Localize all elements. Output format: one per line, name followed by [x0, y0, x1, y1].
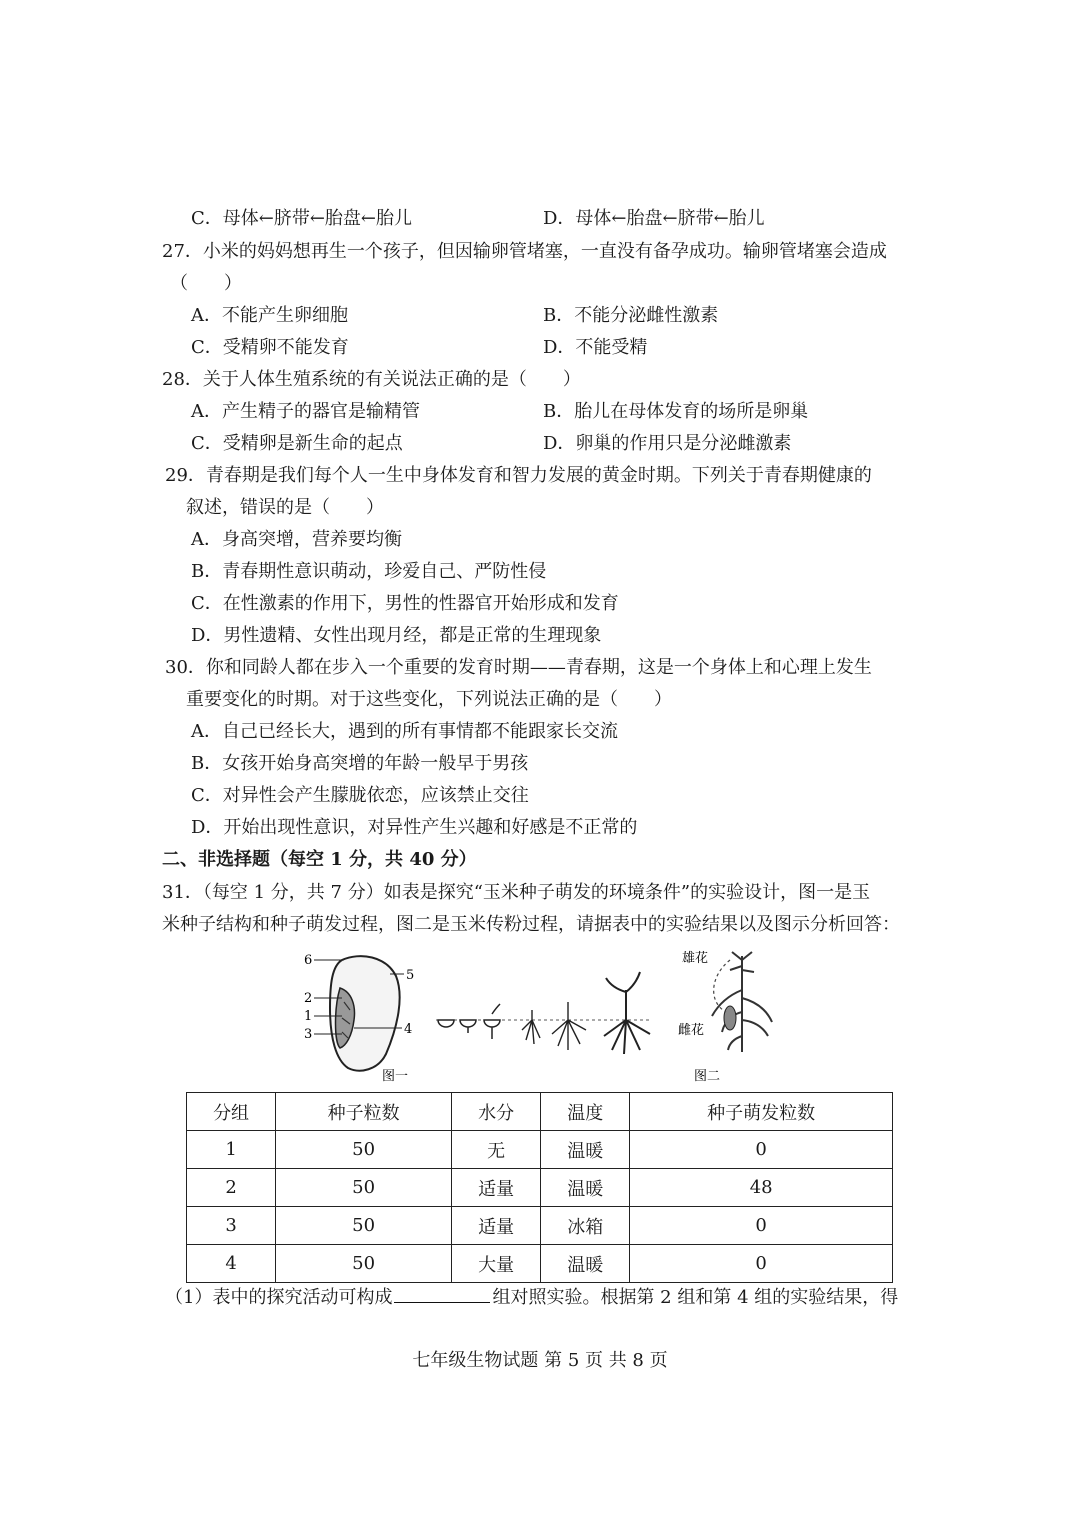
table-cell: 50: [276, 1207, 452, 1245]
q30-option-c: C．对异性会产生朦胧依恋，应该禁止交往: [191, 785, 529, 806]
q31-stem-line1: 31．（每空 1 分，共 7 分）如表是探究“玉米种子萌发的环境条件”的实验设计，图一是玉: [162, 882, 871, 903]
page-footer: 七年级生物试题 第 5 页 共 8 页: [412, 1350, 668, 1371]
q28-option-d: D．卵巢的作用只是分泌雌激素: [543, 433, 792, 454]
table-cell: 50: [276, 1245, 452, 1283]
fig1-label-2: 2: [304, 991, 313, 1006]
q26-option-c: C．母体←脐带←胎盘←胎儿: [191, 208, 413, 229]
table-row: [187, 1131, 893, 1169]
corn-plant-illustration: [712, 952, 772, 1052]
q27-option-c: C．受精卵不能发育: [191, 337, 349, 358]
q30-stem-line1: 30．你和同龄人都在步入一个重要的发育时期——青春期，这是一个身体上和心理上发生: [165, 657, 872, 678]
fig2-caption: 图二: [694, 1069, 721, 1084]
q31-stem-line2: 米种子结构和种子萌发过程，图二是玉米传粉过程，请据表中的实验结果以及图示分析回答：: [162, 914, 900, 935]
fig1-caption: 图一: [382, 1069, 409, 1084]
fig2-label-female: 雌花: [678, 1023, 705, 1038]
experiment-table: [186, 1092, 893, 1283]
q29-option-c: C．在性激素的作用下，男性的性器官开始形成和发育: [191, 593, 619, 614]
q28-option-c: C．受精卵是新生命的起点: [191, 433, 403, 454]
table-header: 水分: [452, 1093, 541, 1131]
germination-stage-2: [460, 1020, 476, 1033]
q29-option-a: A．身高突增，营养要均衡: [191, 529, 402, 550]
germination-stage-4: [522, 1010, 540, 1044]
table-cell: 大量: [452, 1245, 541, 1283]
table-cell: 0: [630, 1245, 893, 1283]
q31-sub1-part2: 组对照实验。根据第 2 组和第 4 组的实验结果，得: [492, 1287, 899, 1308]
table-cell: 温暖: [541, 1245, 630, 1283]
table-row: [187, 1245, 893, 1283]
table-cell: 4: [187, 1245, 276, 1283]
table-header: 分组: [187, 1093, 276, 1131]
table-cell: 48: [630, 1169, 893, 1207]
figure-seed-germination: [300, 948, 670, 1088]
table-row: [187, 1169, 893, 1207]
fig2-label-male: 雄花: [682, 951, 709, 966]
table-cell: 0: [630, 1207, 893, 1245]
germination-stage-3: [484, 1004, 500, 1039]
q30-stem-line2: 重要变化的时期。对于这些变化，下列说法正确的是（ ）: [186, 689, 672, 710]
q30-option-b: B．女孩开始身高突增的年龄一般早于男孩: [191, 753, 529, 774]
table-header: 种子萌发粒数: [630, 1093, 893, 1131]
table-header-row: [187, 1093, 893, 1131]
q27-option-d: D．不能受精: [543, 337, 648, 358]
q30-option-a: A．自己已经长大，遇到的所有事情都不能跟家长交流: [191, 721, 618, 742]
q28-stem: 28．关于人体生殖系统的有关说法正确的是（ ）: [162, 369, 581, 390]
germination-stage-5: [552, 1002, 586, 1050]
q31-sub1: [165, 1284, 898, 1310]
table-cell: 适量: [452, 1169, 541, 1207]
table-cell: 温暖: [541, 1131, 630, 1169]
answer-blank[interactable]: [394, 1284, 490, 1303]
table-cell: 2: [187, 1169, 276, 1207]
table-cell: 1: [187, 1131, 276, 1169]
fig1-label-3: 3: [304, 1027, 313, 1042]
q29-option-d: D．男性遗精、女性出现月经，都是正常的生理现象: [191, 625, 602, 646]
q28-option-a: A．产生精子的器官是输精管: [191, 401, 420, 422]
q29-option-b: B．青春期性意识萌动，珍爱自己、严防性侵: [191, 561, 547, 582]
q29-stem-line1: 29．青春期是我们每个人一生中身体发育和智力发展的黄金时期。下列关于青春期健康的: [165, 465, 872, 486]
fig1-label-1: 1: [304, 1009, 313, 1024]
q27-option-a: A．不能产生卵细胞: [191, 305, 348, 326]
q28-option-b: B．胎儿在母体发育的场所是卵巢: [543, 401, 809, 422]
table-cell: 冰箱: [541, 1207, 630, 1245]
table-header: 种子粒数: [276, 1093, 452, 1131]
q29-stem-line2: 叙述，错误的是（ ）: [186, 497, 384, 518]
germination-stage-1: [438, 1020, 454, 1027]
fig1-label-4: 4: [404, 1022, 413, 1037]
table-header: 温度: [541, 1093, 630, 1131]
table-cell: 3: [187, 1207, 276, 1245]
table-cell: 0: [630, 1131, 893, 1169]
fig1-label-5: 5: [406, 968, 415, 983]
q30-option-d: D．开始出现性意识，对异性产生兴趣和好感是不正常的: [191, 817, 638, 838]
q27-paren: （ ）: [170, 273, 242, 294]
table-row: [187, 1207, 893, 1245]
q27-option-b: B．不能分泌雌性激素: [543, 305, 719, 326]
table-cell: 50: [276, 1169, 452, 1207]
table-cell: 温暖: [541, 1169, 630, 1207]
q27-stem: 27．小米的妈妈想再生一个孩子，但因输卵管堵塞，一直没有备孕成功。输卵管堵塞会造成: [162, 241, 887, 262]
q26-option-d: D．母体←胎盘←脐带←胎儿: [543, 208, 765, 229]
table-cell: 适量: [452, 1207, 541, 1245]
figure-corn-pollination: [670, 946, 790, 1086]
q31-sub1-part1: （1）表中的探究活动可构成: [165, 1287, 393, 1308]
germination-stage-6: [604, 972, 650, 1054]
section-heading: 二、非选择题（每空 1 分，共 40 分）: [162, 849, 477, 870]
fig1-label-6: 6: [304, 953, 313, 968]
table-cell: 50: [276, 1131, 452, 1169]
table-cell: 无: [452, 1131, 541, 1169]
